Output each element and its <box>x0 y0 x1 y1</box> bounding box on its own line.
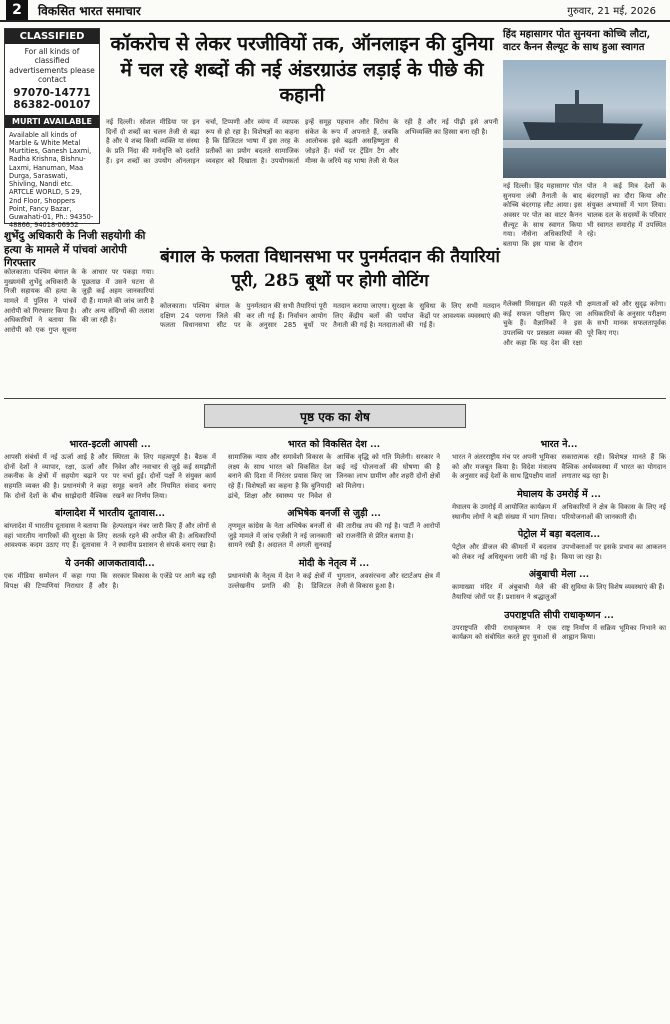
column-3-body-2: मेघालय के उमरोई में आयोजित कार्यक्रम में स्थानीय लोगों ने बड़ी संख्या में भाग लिया। अधिकारियों ने क्षेत्र के विकास के लिए नई परियोजनाओं की जानकारी दी। <box>452 502 666 521</box>
continued-column-1 <box>4 432 216 1020</box>
continued-column-2 <box>228 432 440 1020</box>
ship-photo <box>503 60 666 178</box>
column-1-body: आपसी संबंधों में नई ऊर्जा आई है और दोनों देशों ने व्यापार, रक्षा, ऊर्जा और तकनीक के क्षेत्रों में सहयोग बढ़ाने पर सहमति व्यक्त की है। प्रधानमंत्री ने कहा कि दोनों देशों के बीच साझेदारी वैश्विक स्थिरता के लिए महत्वपूर्ण है। बैठक में निवेश और नवाचार से जुड़े कई समझौतों पर चर्चा हुई। दोनों पक्षों ने संयुक्त कार्य समूह बनाने और नियमित संवाद बनाए रखने का निर्णय लिया। <box>4 453 216 500</box>
continued-banner: पृष्ठ एक का शेष <box>204 404 466 428</box>
continued-column-3 <box>452 432 666 1020</box>
classified-box <box>4 28 100 230</box>
page-number: 2 <box>6 0 28 20</box>
murti-ad-heading: MURTI AVAILABLE <box>5 115 99 128</box>
classified-text: For all kinds of classified advertisements please contact <box>9 47 95 85</box>
photo-story-headline: हिंद महासागर पोत सुनयना कोच्चि लौटा, वाटर कैनन सैल्यूट के साथ हुआ स्वागत <box>503 29 651 53</box>
column-3-body-3: पेट्रोल और डीजल की कीमतों में बदलाव को लेकर नई अधिसूचना जारी की गई है। उपभोक्ताओं पर इसके प्रभाव का आकलन किया जा रहा है। <box>452 543 666 561</box>
classified-phone-2: 86382-00107 <box>13 98 91 111</box>
column-1-title: भारत-इटली आपसी ... <box>69 439 151 450</box>
second-headline: बंगाल के फलता विधानसभा पर पुनर्मतदान की तैयारियां पूरी, 285 बूथों पर होगी वोटिंग <box>160 247 500 291</box>
side-story-body: कोलकाता। पश्चिम बंगाल के मुख्यमंत्री शुभेंदु अधिकारी के निजी सहायक की हत्या के मामले में पुलिस ने पांचवें आरोपी को गिरफ्तार किया है। अधिकारियों ने बताया कि आरोपी को एक गुप्त सूचना के आधार पर पकड़ा गया। पूछताछ में उसने घटना से जुड़ी कई अहम जानकारियां दी हैं। मामले की जांच जारी है और अन्य संदिग्धों की तलाश की जा रही है। <box>4 268 154 334</box>
column-2-subhead-2: मोदी के नेतृत्व में ... <box>298 558 370 570</box>
photo-story <box>503 28 666 296</box>
classified-phone-1: 97070-14771 <box>13 86 91 99</box>
column-1-body-2: बांग्लादेश में भारतीय दूतावास ने बताया कि वहां भारतीय नागरिकों की सुरक्षा के लिए आवश्यक कदम उठाए गए हैं। दूतावास ने हेल्पलाइन नंबर जारी किए हैं और लोगों से सतर्क रहने की अपील की है। अधिकारियों ने स्थानीय प्रशासन से संपर्क बनाए रखा है। <box>4 522 216 550</box>
column-3-body-4: कामाख्या मंदिर में अंबुबाची मेले की तैयारियां जोरों पर हैं। प्रशासन ने श्रद्धालुओं की सुविधा के लिए विशेष व्यवस्थाएं की हैं। <box>452 583 665 602</box>
column-2-body-2: तृणमूल कांग्रेस के नेता अभिषेक बनर्जी से जुड़े मामले में जांच एजेंसी ने नई जानकारी सामने रखी है। अदालत में अगली सुनवाई की तारीख तय की गई है। पार्टी ने आरोपों को राजनीति से प्रेरित बताया है। <box>228 522 440 550</box>
issue-date: गुरुवार, 21 मई, 2026 <box>567 6 656 17</box>
column-3-subhead-2: पेट्रोल में बड़ा बदलाव... <box>517 529 601 541</box>
column-1-subhead-1: बांग्लादेश में भारतीय दूतावास... <box>55 508 165 520</box>
column-3-subhead-4: उपराष्ट्रपति सीपी राधाकृष्णन ... <box>504 609 614 621</box>
column-3-subhead-1: मेघालय के उमरोई में ... <box>517 488 601 500</box>
column-2-body: सामाजिक न्याय और समावेशी विकास के लक्ष्य के साथ भारत को विकसित देश बनाने की दिशा में निरंतर प्रयास किए जा रहे हैं। विशेषज्ञों का कहना है कि बुनियादी ढांचे, शिक्षा और स्वास्थ्य पर निवेश से आर्थिक वृद्धि को गति मिलेगी। सरकार ने कई नई योजनाओं की घोषणा की है जिनका लाभ ग्रामीण और शहरी दोनों क्षेत्रों को मिलेगा। <box>228 453 440 500</box>
side-story-headline: शुभेंदु अधिकारी के निजी सहयोगी की हत्या के मामले में पांचवां आरोपी गिरफ्तार <box>4 230 146 270</box>
murti-ad-text: Available all kinds of Marble & White Metal Murtities, Ganesh Laxmi, Radha Krishna, Bishnu-Laxmi, Hanuman, Maa Durga, Saraswati, Shivling, Nandi etc. ARTCLE WORLD, S 29, 2nd Floor, Shoppers Point, Fancy Bazar, Guwahati-01, Ph.: 94350-48866, 94018-06952 <box>9 130 94 230</box>
lead-story-body: नई दिल्ली। सोशल मीडिया पर इन दिनों दो शब्दों का चलन तेजी से बढ़ा है और ये शब्द किसी व्यक्ति या संस्था के प्रति निंदा की मनोवृत्ति को दर्शाते हैं। इन शब्दों का उपयोग ऑनलाइन चर्चा, टिप्पणी और व्यंग्य में व्यापक रूप से हो रहा है। विशेषज्ञों का कहना है कि डिजिटल भाषा में इस तरह के प्रतीकों का प्रयोग बदलते सामाजिक व्यवहार को दिखाता है। उपयोगकर्ता इन्हें समूह पहचान और विरोध के संकेत के रूप में अपनाते हैं, जबकि आलोचक इसे बढ़ती असहिष्णुता से जोड़ते हैं। मंचों पर ट्रेंडिंग टैग और मीम्स के जरिये यह भाषा तेजी से फैल रही है और नई पीढ़ी इसे अपनी अभिव्यक्ति का हिस्सा बना रही है। <box>106 118 498 165</box>
column-3-subhead-3: अंबुबाची मेला ... <box>528 569 590 581</box>
photo-story-body: नई दिल्ली। हिंद महासागर पोत सुनयना लंबी तैनाती के बाद कोच्चि बंदरगाह लौट आया। इस अवसर पर पोत का वाटर कैनन सैल्यूट के साथ स्वागत किया गया। नौसेना अधिकारियों ने बताया कि इस यात्रा के दौरान पोत ने कई मित्र देशों के बंदरगाहों का दौरा किया और संयुक्त अभ्यासों में भाग लिया। चालक दल के सदस्यों के परिवार भी स्वागत समारोह में उपस्थित रहे। <box>503 182 666 248</box>
column-2-subhead-1: अभिषेक बनर्जी से जुड़ी ... <box>287 508 381 520</box>
newspaper-name: विकसित भारत समाचार <box>38 3 141 18</box>
second-story-body: कोलकाता। पश्चिम बंगाल के दक्षिण 24 परगना जिले की फलता विधानसभा सीट पर पुनर्मतदान की सभी तैयारियां पूरी कर ली गई हैं। निर्वाचन आयोग के अनुसार 285 बूथों पर मतदान कराया जाएगा। सुरक्षा के लिए केंद्रीय बलों की पर्याप्त तैनाती की गई है। मतदाताओं की सुविधा के लिए सभी मतदान केंद्रों पर आवश्यक व्यवस्थाएं की गई हैं। <box>160 302 500 330</box>
column-2-title: भारत को विकसित देश ... <box>287 439 381 450</box>
column-1-body-3: एक मीडिया सम्मेलन में कहा गया कि विपक्ष की टिप्पणियां निराधार हैं और सरकार विकास के एजेंडे पर आगे बढ़ रही है। <box>4 572 216 590</box>
column-3-body-5: उपराष्ट्रपति सीपी राधाकृष्णन ने एक कार्यक्रम को संबोधित करते हुए युवाओं से राष्ट्र निर्माण में सक्रिय भूमिका निभाने का आह्वान किया। <box>452 623 666 642</box>
section-divider <box>4 398 666 399</box>
column-1-subhead-2: ये उनकी आजकतावादी... <box>65 558 155 570</box>
classified-heading: CLASSIFIED <box>5 29 99 44</box>
column-3-body: भारत ने अंतरराष्ट्रीय मंच पर अपनी भूमिका को और मजबूत किया है। विदेश मंत्रालय के अनुसार कई देशों के साथ द्विपक्षीय वार्ता सकारात्मक रही। विशेषज्ञ मानते हैं कि वैश्विक अर्थव्यवस्था में भारत का योगदान लगातार बढ़ रहा है। <box>452 453 666 481</box>
lead-headline: कॉकरोच से लेकर परजीवियों तक, ऑनलाइन की दुनिया में चल रहे शब्दों की नई अंडरग्राउंड लड़ाई के पीछे की कहानी <box>110 33 494 107</box>
masthead <box>0 0 670 22</box>
column-2-body-3: प्रधानमंत्री के नेतृत्व में देश ने कई क्षेत्रों में उल्लेखनीय प्रगति की है। डिजिटल भुगतान, अवसंरचना और स्टार्टअप क्षेत्र में तेजी से विकास हुआ है। <box>228 572 440 590</box>
right-story-body: गेलेक्सी मिसाइल की पहले भी कई सफल परीक्षण किए जा चुके हैं। वैज्ञानिकों ने इस उपलब्धि पर प्रसन्नता व्यक्त की और कहा कि यह देश की रक्षा क्षमताओं को और सुदृढ़ करेगा। अधिकारियों के अनुसार परीक्षण के सभी मानक सफलतापूर्वक पूरे किए गए। <box>503 300 666 347</box>
column-3-title: भारत ने... <box>540 439 578 450</box>
